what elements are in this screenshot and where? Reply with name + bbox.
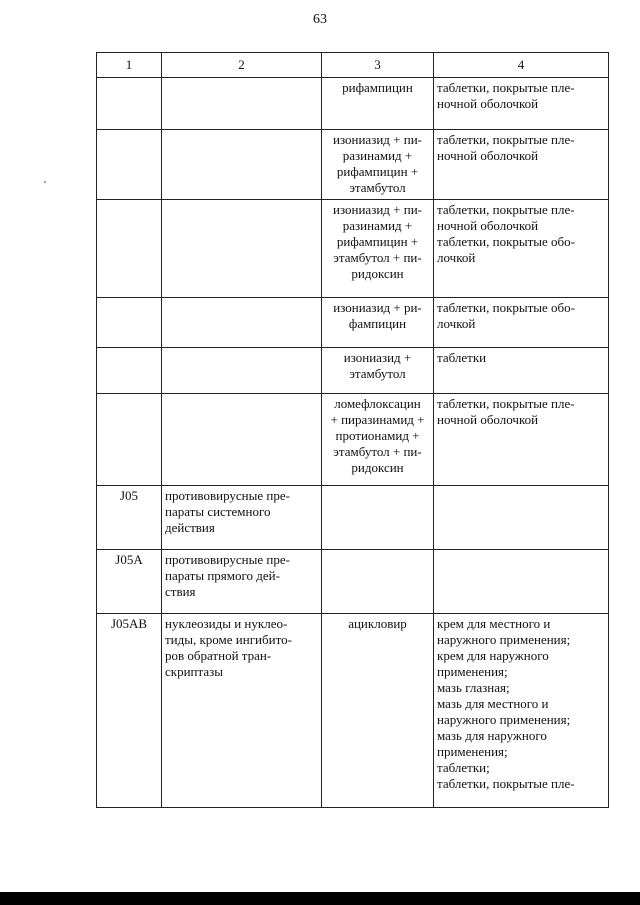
text-line: мазь глазная;: [437, 680, 510, 695]
cell-atc-code: [97, 130, 162, 200]
text-line: применения;: [437, 664, 508, 679]
cell-drug-name: [322, 614, 434, 808]
table-row: [97, 200, 609, 298]
cell-dosage-form: [434, 130, 609, 200]
cell-group-name: [162, 348, 322, 394]
cell-drug-name: [322, 486, 434, 550]
text-line: таблетки, покрытые обо-: [437, 300, 575, 315]
text-line: таблетки, покрытые пле-: [437, 132, 575, 147]
text-line: этамбутол: [349, 366, 406, 381]
cell-drug-name: [322, 298, 434, 348]
cell-drug-name: [322, 348, 434, 394]
cell-atc-code: [97, 394, 162, 486]
text-line: изониазид + пи-: [333, 202, 422, 217]
cell-drug-name: [322, 78, 434, 130]
cell-group-name: [162, 78, 322, 130]
cell-dosage-form: [434, 200, 609, 298]
text-line: изониазид + ри-: [333, 300, 422, 315]
header-col-3: 3: [322, 53, 434, 78]
cell-drug-name: [322, 200, 434, 298]
header-col-1: 1: [97, 53, 162, 78]
page-number: 63: [313, 12, 327, 27]
text-line: скриптазы: [165, 664, 223, 679]
text-line: изониазид +: [343, 350, 412, 365]
text-line: ствия: [165, 584, 196, 599]
table-row: [97, 394, 609, 486]
table-row: [97, 78, 609, 130]
cell-atc-code: [97, 348, 162, 394]
cell-atc-code: [97, 78, 162, 130]
cell-group-name: [162, 130, 322, 200]
text-line: мазь для наружного: [437, 728, 547, 743]
text-line: таблетки;: [437, 760, 490, 775]
text-line: ров обратной тран-: [165, 648, 272, 663]
text-line: J05AB: [110, 616, 148, 631]
text-line: протионамид +: [335, 428, 420, 443]
text-line: J05: [119, 488, 139, 503]
scan-bottom-border: [0, 892, 640, 905]
cell-group-name: [162, 614, 322, 808]
table-header-row: [97, 53, 609, 78]
text-line: противовирусные пре-: [165, 488, 290, 503]
text-line: рифампицин +: [336, 164, 419, 179]
header-col-4: 4: [434, 53, 609, 78]
text-line: + пиразинамид +: [330, 412, 425, 427]
cell-atc-code: [97, 550, 162, 614]
text-line: этамбутол: [349, 180, 406, 195]
text-line: ацикловир: [348, 616, 407, 631]
text-line: таблетки: [437, 350, 487, 365]
drug-table: [96, 52, 609, 808]
text-line: противовирусные пре-: [165, 552, 290, 567]
table-row: [97, 550, 609, 614]
cell-dosage-form: [434, 78, 609, 130]
text-line: ридоксин: [351, 266, 404, 281]
text-line: этамбутол + пи-: [333, 444, 422, 459]
cell-drug-name: [322, 130, 434, 200]
cell-group-name: [162, 200, 322, 298]
text-line: параты прямого дей-: [165, 568, 280, 583]
cell-atc-code: [97, 486, 162, 550]
text-line: таблетки, покрытые пле-: [437, 396, 575, 411]
scan-speck: [44, 181, 46, 183]
text-line: крем для местного и: [437, 616, 551, 631]
text-line: разинамид +: [342, 148, 413, 163]
cell-atc-code: [97, 200, 162, 298]
text-line: изониазид + пи-: [333, 132, 422, 147]
text-line: параты системного: [165, 504, 271, 519]
table-row: [97, 614, 609, 808]
text-line: наружного применения;: [437, 712, 571, 727]
text-line: рифампицин: [342, 80, 413, 95]
text-line: ридоксин: [351, 460, 404, 475]
text-line: таблетки, покрытые пле-: [437, 202, 575, 217]
cell-dosage-form: [434, 348, 609, 394]
text-line: лочкой: [437, 316, 476, 331]
cell-dosage-form: [434, 298, 609, 348]
cell-group-name: [162, 550, 322, 614]
table-body: [97, 78, 609, 808]
cell-atc-code: [97, 614, 162, 808]
text-line: ночной оболочкой: [437, 218, 539, 233]
cell-dosage-form: [434, 614, 609, 808]
cell-drug-name: [322, 394, 434, 486]
text-line: J05A: [115, 552, 143, 567]
cell-group-name: [162, 298, 322, 348]
cell-dosage-form: [434, 486, 609, 550]
text-line: действия: [165, 520, 215, 535]
text-line: ночной оболочкой: [437, 148, 539, 163]
table-row: [97, 130, 609, 200]
cell-group-name: [162, 394, 322, 486]
text-line: ломефлоксацин: [334, 396, 421, 411]
text-line: ночной оболочкой: [437, 96, 539, 111]
table-row: [97, 486, 609, 550]
text-line: крем для наружного: [437, 648, 549, 663]
header-col-2: 2: [162, 53, 322, 78]
cell-dosage-form: [434, 394, 609, 486]
text-line: мазь для местного и: [437, 696, 549, 711]
text-line: наружного применения;: [437, 632, 571, 647]
text-line: рифампицин +: [336, 234, 419, 249]
cell-drug-name: [322, 550, 434, 614]
text-line: таблетки, покрытые пле-: [437, 776, 575, 791]
text-line: фампицин: [348, 316, 407, 331]
text-line: лочкой: [437, 250, 476, 265]
text-line: нуклеозиды и нуклео-: [165, 616, 288, 631]
table-row: [97, 348, 609, 394]
table-row: [97, 298, 609, 348]
text-line: таблетки, покрытые пле-: [437, 80, 575, 95]
text-line: тиды, кроме ингибито-: [165, 632, 292, 647]
text-line: применения;: [437, 744, 508, 759]
text-line: ночной оболочкой: [437, 412, 539, 427]
cell-atc-code: [97, 298, 162, 348]
text-line: разинамид +: [342, 218, 413, 233]
cell-dosage-form: [434, 550, 609, 614]
text-line: этамбутол + пи-: [333, 250, 422, 265]
cell-group-name: [162, 486, 322, 550]
text-line: таблетки, покрытые обо-: [437, 234, 575, 249]
